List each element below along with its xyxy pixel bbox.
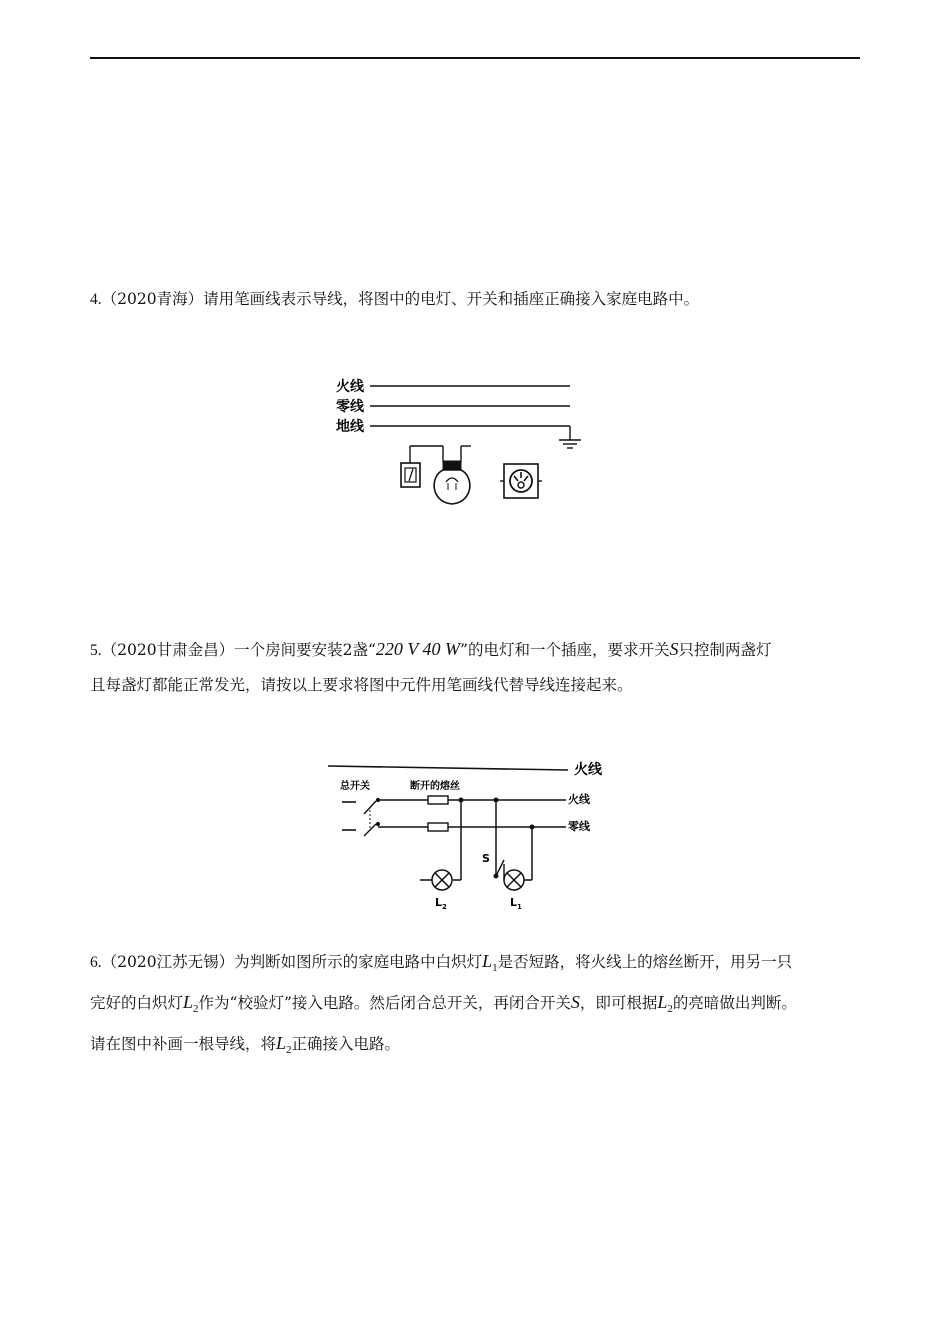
question-text-a: 一个房间要安装2盏“ (234, 641, 376, 659)
bulb-symbol (434, 446, 471, 504)
socket-symbol (500, 464, 542, 498)
question-text-b: ”的电灯和一个插座，要求开关 (460, 641, 670, 659)
top-live-wire (328, 766, 568, 770)
question-5 (90, 632, 880, 702)
lamp2-symbol: L (276, 1033, 287, 1053)
lamp2-symbol: L (183, 992, 194, 1012)
question-text: 请用笔画线表示导线，将图中的电灯、开关和插座正确接入家庭电路中。 (203, 290, 700, 308)
lamp-1 (504, 870, 524, 890)
ground-wire-label: 地线 (336, 419, 364, 435)
question-source: （2020江苏无锡） (101, 953, 235, 971)
lamp2-subscript: 2 (193, 1003, 199, 1015)
lamp2-symbol: L (657, 992, 668, 1012)
question-text-line2: 且每盏灯都能正常发光，请按以上要求将图中元件用笔画线代替导线连接起来。 (90, 676, 633, 694)
question-text-g: 请在图中补画一根导线，将 (90, 1035, 277, 1053)
main-switch-label: 总开关 (340, 781, 370, 792)
header-rule (90, 57, 860, 59)
neutral-label: 零线 (568, 820, 590, 833)
top-live-label: 火线 (574, 762, 602, 778)
neutral-wire-label: 零线 (336, 399, 364, 415)
lamp-2 (432, 870, 452, 890)
question-text-f: 的亮暗做出判断。 (672, 994, 797, 1012)
question-text-a: 为判断如图所示的家庭电路中白炽灯 (234, 953, 483, 971)
question-4 (90, 282, 880, 317)
question-number: 5. (90, 642, 102, 659)
question-source: （2020甘肃金昌） (101, 641, 235, 659)
question-number: 4. (90, 291, 102, 308)
question-source: （2020青海） (101, 290, 204, 308)
main-switch (342, 798, 380, 836)
fuse-label: 断开的熔丝 (410, 781, 460, 792)
lamp1-subscript: 1 (492, 962, 498, 974)
switch-symbol: S (669, 639, 679, 659)
live-wire-label: 火线 (336, 379, 364, 395)
switch-s-label: S (482, 852, 490, 865)
figure-lamp-circuit (318, 752, 618, 912)
fuse-live (428, 796, 448, 804)
switch-symbol (401, 446, 443, 487)
question-text-h: 正确接入电路。 (291, 1035, 401, 1053)
lamp2-subscript: 2 (286, 1044, 292, 1056)
figure-household-wiring (330, 370, 590, 510)
question-6 (90, 944, 880, 1067)
lamp1-symbol: L (482, 951, 493, 971)
fuse-neutral (428, 823, 448, 831)
question-number: 6. (90, 954, 102, 971)
live-right-label: 火线 (568, 793, 590, 806)
question-text-c: 只控制两盏灯 (678, 641, 772, 659)
lamp-rating: 220 V 40 W (375, 639, 461, 659)
ground-symbol (559, 426, 581, 448)
question-text-b: 是否短路，将火线上的熔丝断开，用另一只 (497, 953, 793, 971)
question-text-d: 作为“校验灯”接入电路。然后闭合总开关，再闭合开关 (198, 994, 571, 1012)
lamp1-label: $L_1$ (510, 896, 522, 911)
question-text-c: 完好的白炽灯 (90, 994, 184, 1012)
lamp2-label: $L_2$ (435, 896, 447, 911)
question-text-e: ，即可根据 (579, 994, 658, 1012)
lamp2-subscript: 2 (667, 1003, 673, 1015)
switch-symbol: S (570, 992, 580, 1012)
